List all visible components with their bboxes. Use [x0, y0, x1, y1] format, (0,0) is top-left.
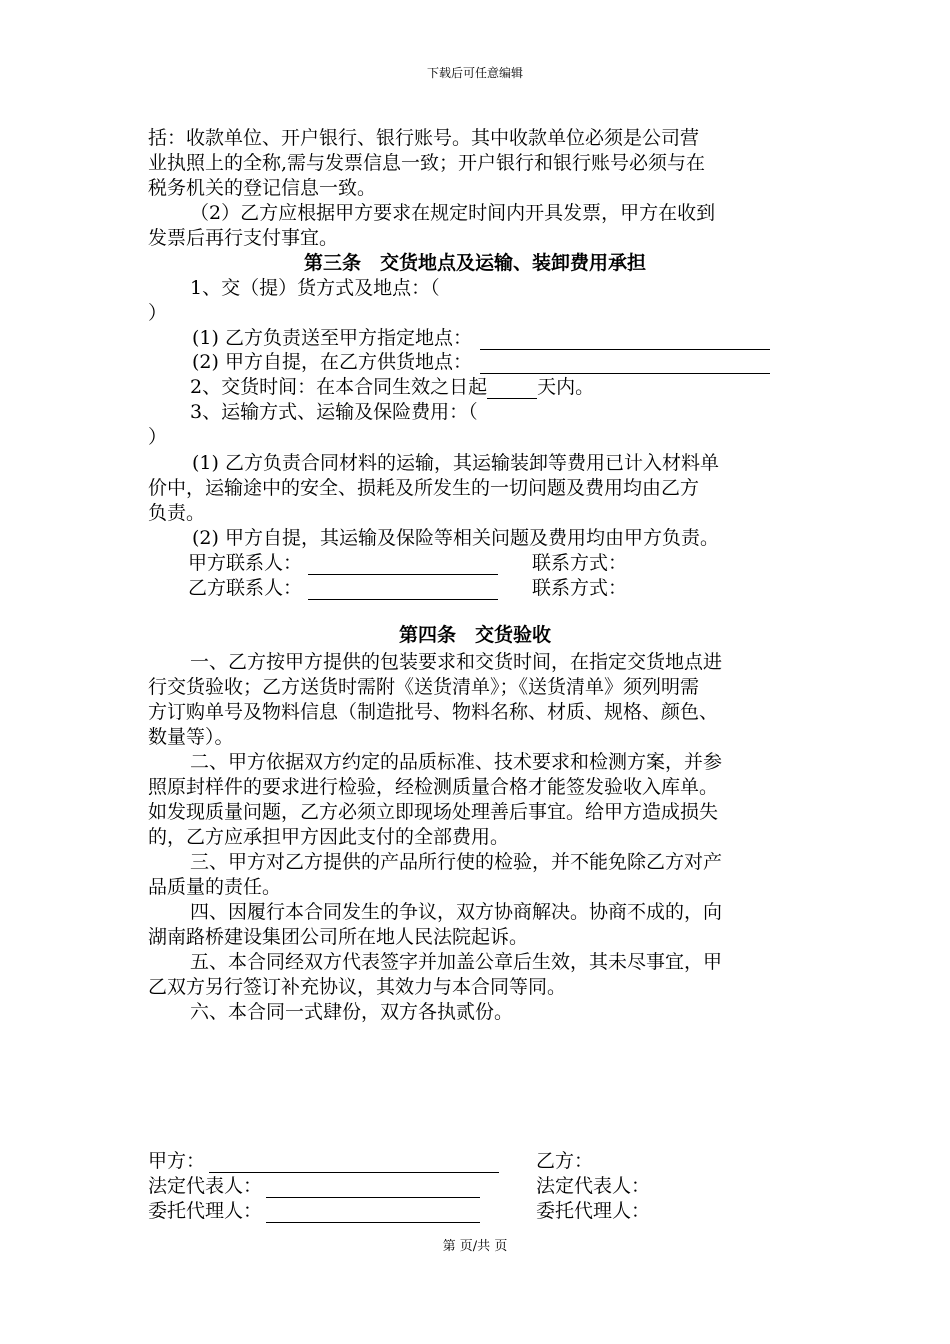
blank-line [209, 1152, 499, 1173]
text-line: (1) 乙方负责合同材料的运输，其运输装卸等费用已计入材料单 [192, 452, 719, 474]
text-line: 四、因履行本合同发生的争议，双方协商解决。协商不成的，向 [190, 901, 723, 923]
party-a-contact-method: 联系方式： [532, 552, 628, 574]
text-line: 1、交（提）货方式及地点：（ [190, 277, 440, 299]
text-line: 乙双方另行签订补充协议，其效力与本合同等同。 [148, 976, 567, 998]
party-b-contact-method: 联系方式： [532, 577, 628, 599]
text-line: 照原封样件的要求进行检验，经检测质量合格才能签发验收入库单。 [148, 776, 719, 798]
text-line: ） [148, 426, 168, 448]
blank-line [308, 579, 498, 600]
text-line: ） [148, 302, 168, 324]
text-line: 湖南路桥建设集团公司所在地人民法院起诉。 [148, 926, 529, 948]
text-line: 价中，运输途中的安全、损耗及所发生的一切问题及费用均由乙方 [148, 477, 700, 499]
text-line: 如发现质量问题，乙方必须立即现场处理善后事宜。给甲方造成损失 [148, 801, 719, 823]
blank-line [308, 554, 498, 575]
text-line: 业执照上的全称,需与发票信息一致；开户银行和银行账号必须与在 [148, 152, 706, 174]
text-line: (2) 甲方自提，其运输及保险等相关问题及费用均由甲方负责。 [192, 527, 719, 549]
text-line: 二、甲方依据双方约定的品质标准、技术要求和检测方案，并参 [190, 751, 723, 773]
blank-line [266, 1177, 480, 1198]
delivery-time: 2、交货时间：在本合同生效之日起 天内。 [190, 376, 595, 398]
text-line: 方订购单号及物料信息（制造批号、物料名称、材质、规格、颜色、 [148, 701, 719, 723]
text-line: 一、乙方按甲方提供的包装要求和交货时间，在指定交货地点进 [190, 651, 723, 673]
party-b-legal-rep: 法定代表人： [536, 1175, 651, 1197]
party-a-contact: 甲方联系人： [188, 551, 498, 575]
text-line: 括：收款单位、开户银行、银行账号。其中收款单位必须是公司营 [148, 127, 700, 149]
text-line: 六、本合同一式肆份，双方各执贰份。 [190, 1001, 514, 1023]
text-line: 发票后再行支付事宜。 [148, 227, 339, 249]
text-line: 3、运输方式、运输及保险费用：（ [190, 401, 478, 423]
text-line: 品质量的责任。 [148, 876, 282, 898]
text-line: （2）乙方应根据甲方要求在规定时间内开具发票，甲方在收到 [190, 202, 716, 224]
text-line: 五、本合同经双方代表签字并加盖公章后生效，其未尽事宜，甲 [190, 951, 723, 973]
delivery-option-1: (1) 乙方负责送至甲方指定地点： [192, 326, 770, 350]
party-b-agent: 委托代理人： [536, 1200, 651, 1222]
article-3-title: 第三条 交货地点及运输、装卸费用承担 [303, 252, 646, 274]
text-line: 的，乙方应承担甲方因此支付的全部费用。 [148, 826, 510, 848]
blank-line [480, 329, 770, 350]
text-line: 税务机关的登记信息一致。 [148, 177, 377, 199]
text-line: 三、甲方对乙方提供的产品所行使的检验，并不能免除乙方对产 [190, 851, 723, 873]
article-4-title: 第四条 交货验收 [398, 624, 551, 646]
party-b-signature: 乙方： [536, 1150, 594, 1172]
delivery-option-2: (2) 甲方自提，在乙方供货地点： [192, 350, 770, 374]
page-footer: 第 页/共 页 [442, 1239, 508, 1254]
text-line: 负责。 [148, 502, 206, 524]
page-header: 下载后可任意编辑 [426, 66, 523, 80]
text-line: 数量等）。 [148, 726, 234, 748]
blank-line [266, 1202, 480, 1223]
party-a-agent: 委托代理人： [148, 1199, 480, 1223]
party-a-signature: 甲方： [148, 1149, 499, 1173]
party-b-contact: 乙方联系人： [188, 576, 498, 600]
blank-line [487, 378, 537, 399]
text-line: 行交货验收；乙方送货时需附《送货清单》；《送货清单》须列明需 [148, 676, 700, 698]
party-a-legal-rep: 法定代表人： [148, 1174, 480, 1198]
blank-line [480, 353, 770, 374]
